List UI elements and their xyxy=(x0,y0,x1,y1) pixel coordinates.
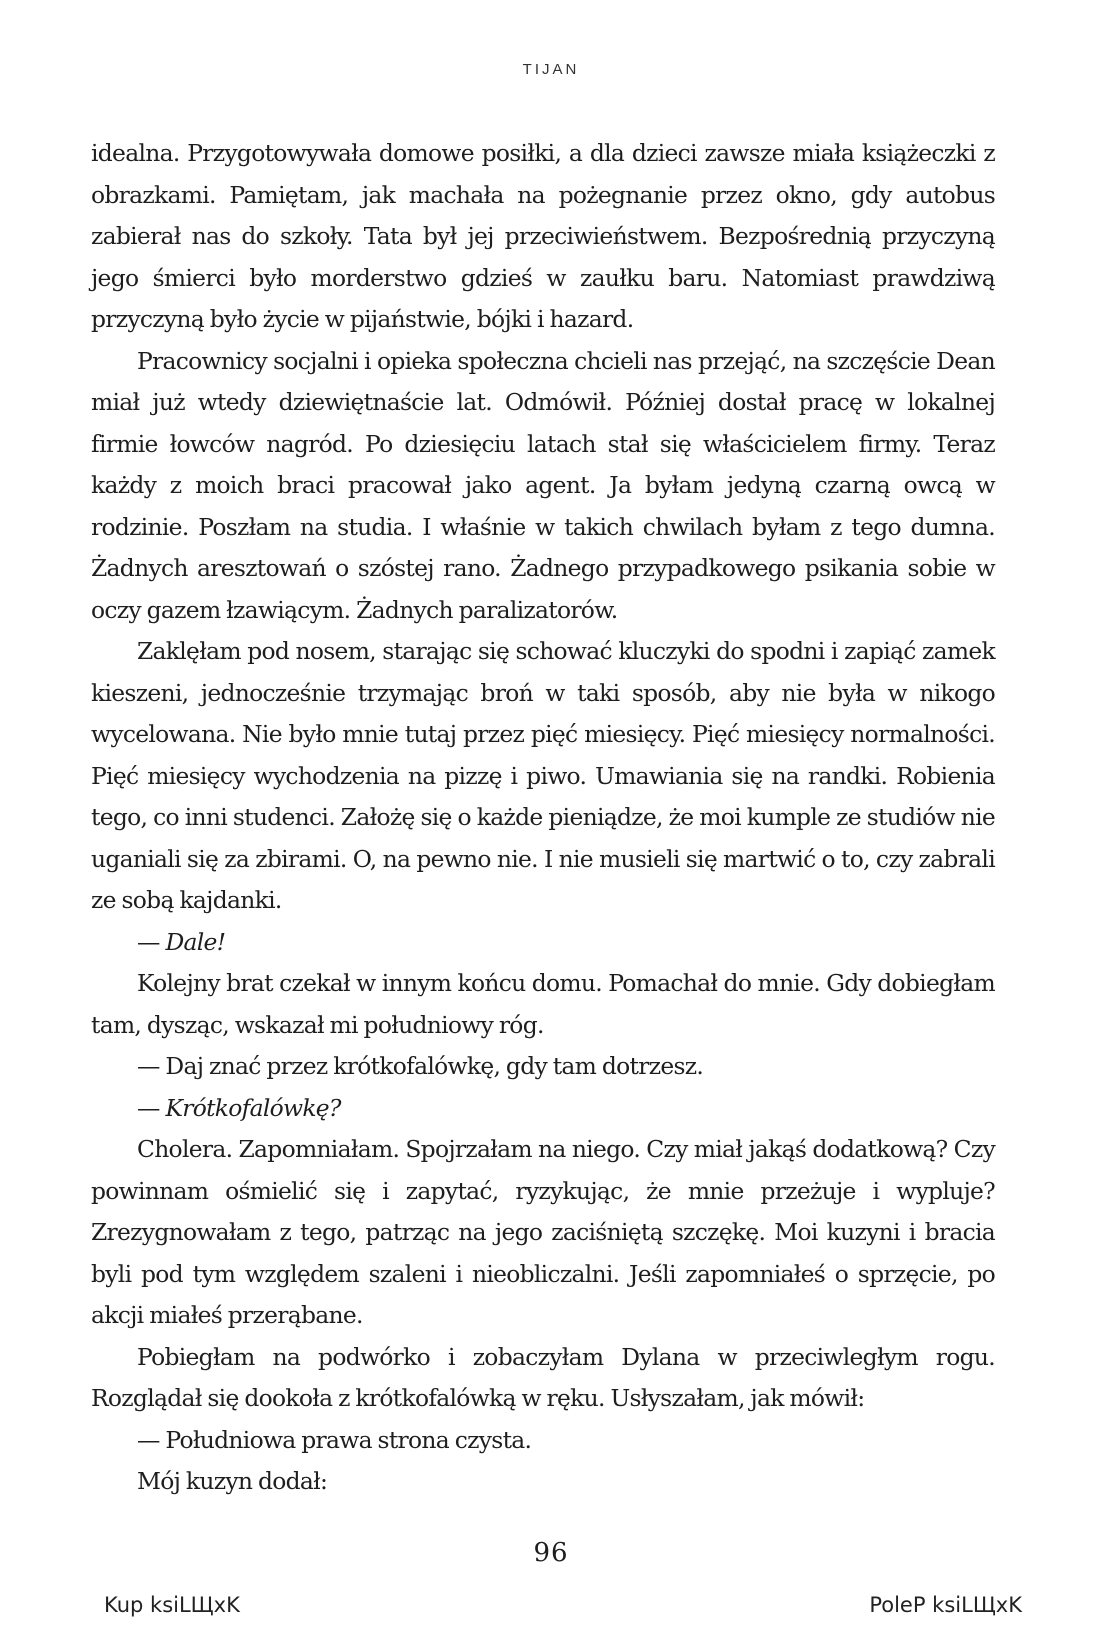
paragraph-9: Pobiegłam na podwórko i zobaczyłam Dylana w przeciwległym rogu. Rozglądał się dookoła z krótkofalówką w ręku. Usłyszałam, jak mówił: xyxy=(91,1342,995,1412)
paragraph-1: idealna. Przygotowywała domowe posiłki, a dla dzieci zawsze miała książeczki z obrazkami. Pamiętam, jak machała na pożegnanie przez okno, gdy autobus zabierał nas do szkoły. Tata był jej przeciwieństwem. Bezpośrednią przyczyną jego śmierci było morderstwo gdzieś w zaułku baru. Natomiast prawdziwą przyczyną było życie w pijaństwie, bójki i hazard. xyxy=(91,139,995,333)
paragraph-2: Pracownicy socjalni i opieka społeczna chcieli nas przejąć, na szczęście Dean miał już wtedy dziewiętnaście lat. Odmówił. Później dostał pracę w lokalnej firmie łowców nagród. Po dziesięciu latach stał się właścicielem firmy. Teraz każdy z moich braci pracował jako agent. Ja byłam jedyną czarną owcą w rodzinie. Poszłam na studia. I właśnie w takich chwilach byłam z tego dumna. Żadnych aresztowań o szóstej rano. Żadnego przypadkowego psikania sobie w oczy gazem łzawiącym. Żadnych paralizatorów. xyxy=(91,346,995,624)
buy-book-link[interactable]: Kup ksiLЩxK xyxy=(104,1593,240,1617)
paragraph-3: Zaklęłam pod nosem, starając się schować kluczyki do spodni i zapiąć zamek kieszeni, jednocześnie trzymając broń w taki sposób, aby nie była w nikogo wycelowana. Nie było mnie tutaj przez pięć miesięcy. Pięć miesięcy normalności. Pięć miesięcy wychodzenia na pizzę i piwo. Umawiania się na randki. Robienia tego, co inni studenci. Założę się o każde pieniądze, że moi kumple ze studiów nie uganiali się za zbirami. O, na pewno nie. I nie musieli się martwić o to, czy zabrali ze sobą kajdanki. xyxy=(91,637,995,914)
recommend-book-link[interactable]: PoleP ksiLЩxK xyxy=(869,1593,1022,1617)
dialogue-dash: — xyxy=(137,1093,166,1122)
dialogue-dale-italic: Dale! xyxy=(165,927,226,956)
dialogue-south: — Południowa prawa strona czysta. xyxy=(137,1425,532,1454)
dialogue-radio: — Daj znać przez krótkofalówkę, gdy tam dotrzesz. xyxy=(137,1052,704,1080)
paragraph-8: Cholera. Zapomniałam. Spojrzałam na niego. Czy miał jakąś dodatkową? Czy powinnam ośmielić się i zapytać, ryzykując, że mnie przeżuje i wypluje? Zrezygnowałam z tego, patrząc na jego zaciśniętą szczękę. Moi kuzyni i bracia byli pod tym względem szaleni i nieobliczalni. Jeśli zapomniałeś o sprzęcie, po akcji miałeś przerąbane. xyxy=(91,1135,995,1329)
dialogue-krotkofalowke xyxy=(91,1088,995,1130)
paragraph-5: Kolejny brat czekał w innym końcu domu. Pomachał do mnie. Gdy dobiegłam tam, dysząc, wskazał mi południowy róg. xyxy=(91,969,995,1039)
dialogue-dash: — xyxy=(137,927,166,956)
dialogue-krotkofalowke-italic: Krótkofalówkę? xyxy=(165,1093,341,1122)
dialogue-dale xyxy=(91,922,995,964)
page-body-text xyxy=(91,133,995,1503)
page-number: 96 xyxy=(533,1538,569,1568)
running-head: TIJAN xyxy=(522,61,580,78)
paragraph-11: Mój kuzyn dodał: xyxy=(137,1467,328,1495)
